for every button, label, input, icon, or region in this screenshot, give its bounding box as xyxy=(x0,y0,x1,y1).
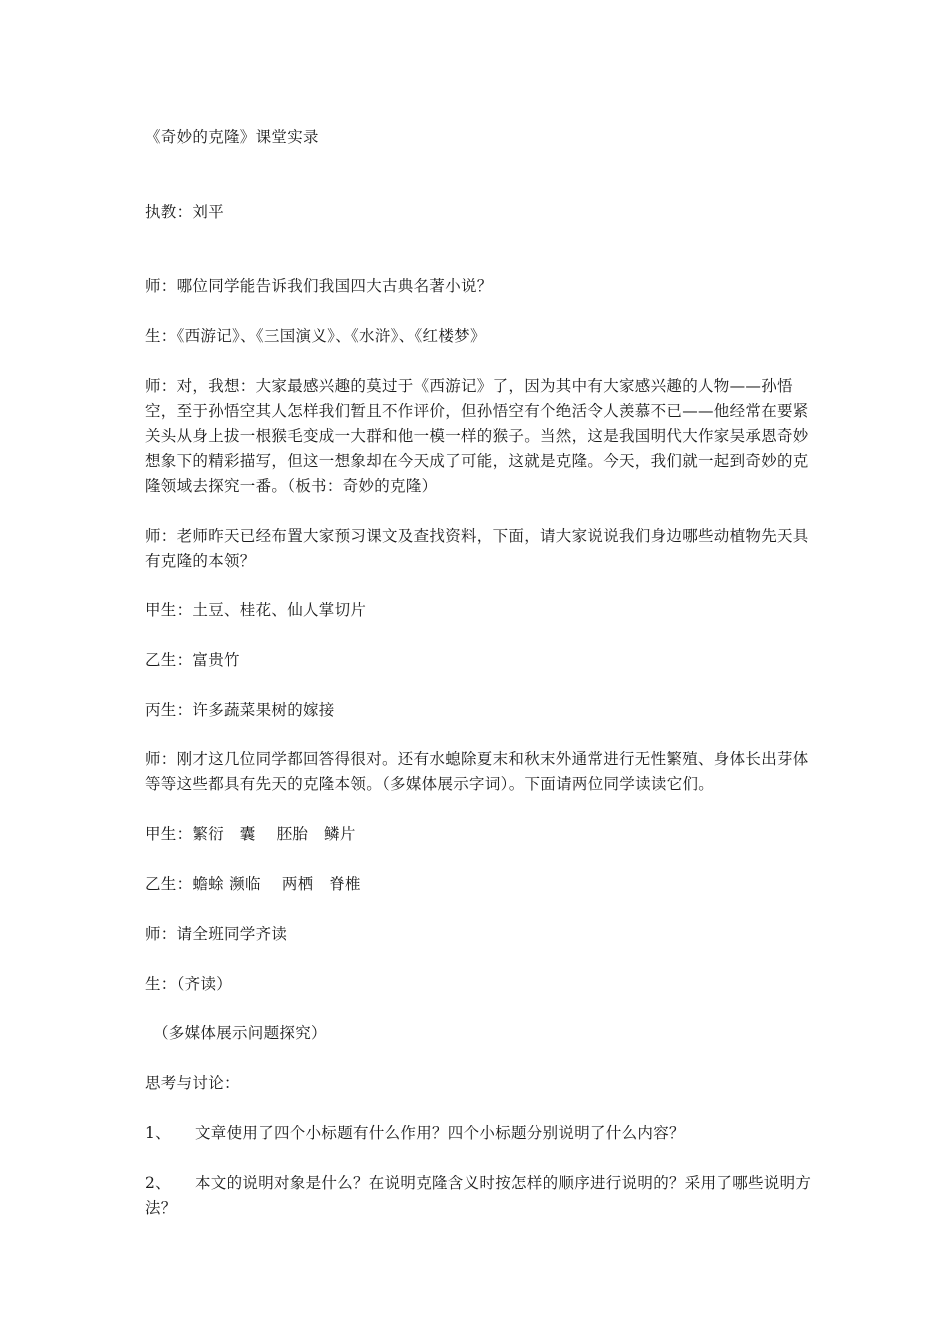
paragraph-4: 师：老师昨天已经布置大家预习课文及查找资料，下面，请大家说说我们身边哪些动植物先天具有克隆的本领？ xyxy=(145,527,809,570)
paragraph-6: 乙生：富贵竹 xyxy=(145,651,240,669)
paragraph-13: （多媒体展示问题探究） xyxy=(153,1024,327,1042)
paragraph-1: 师：哪位同学能告诉我们我国四大古典名著小说？ xyxy=(145,277,493,295)
paragraph-11: 师：请全班同学齐读 xyxy=(145,925,288,943)
paragraph-14: 思考与讨论： xyxy=(145,1074,240,1092)
teacher-line: 执教：刘平 xyxy=(145,203,225,221)
paragraph-3: 师：对，我想：大家最感兴趣的莫过于《西游记》了，因为其中有大家感兴趣的人物——孙悟空，至于孙悟空其人怎样我们暂且不作评价，但孙悟空有个绝活令人羡慕不已——他经常在要紧关头从身上拔一根猴毛变成一大群和他一模一样的猴子。当然，这是我国明代大作家吴承恩奇妙想象下的精彩描写，但这一想象却在今天成了可能，这就是克隆。今天，我们就一起到奇妙的克隆领域去探究一番。（板书：奇妙的克隆） xyxy=(145,377,809,495)
paragraph-2: 生：《西游记》、《三国演义》、《水浒》、《红楼梦》 xyxy=(145,327,486,345)
paragraph-10: 乙生：蟾蜍 濒临 两栖 脊椎 xyxy=(145,875,361,893)
paragraph-5: 甲生：土豆、桂花、仙人掌切片 xyxy=(145,601,367,619)
question-text: 本文的说明对象是什么？在说明克隆含义时按怎样的顺序进行说明的？采用了哪些说明方法？ xyxy=(145,1174,812,1217)
paragraph-7: 丙生：许多蔬菜果树的嫁接 xyxy=(145,701,335,719)
paragraph-9: 甲生：繁衍 囊 胚胎 鳞片 xyxy=(145,825,356,843)
question-text: 文章使用了四个小标题有什么作用？四个小标题分别说明了什么内容？ xyxy=(195,1124,685,1142)
question-1 xyxy=(145,1121,815,1146)
paragraph-12: 生：（齐读） xyxy=(145,975,233,993)
document-title: 《奇妙的克隆》课堂实录 xyxy=(145,128,319,146)
question-2 xyxy=(145,1171,815,1221)
question-number: 1、 xyxy=(145,1124,171,1142)
question-number: 2、 xyxy=(145,1174,171,1192)
paragraph-8: 师：刚才这几位同学都回答得很对。还有水螅除夏末和秋末外通常进行无性繁殖、身体长出芽体等等这些都具有先天的克隆本领。（多媒体展示字词）。下面请两位同学读读它们。 xyxy=(145,750,809,793)
